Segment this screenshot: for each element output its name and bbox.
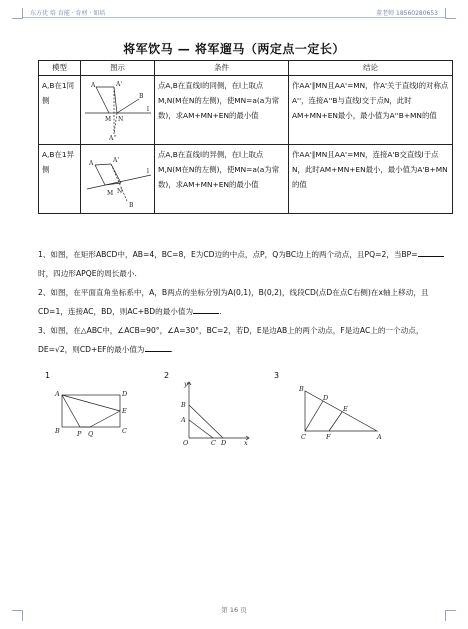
header-divider [22, 17, 446, 18]
model-cell: A,B在1异侧 [39, 145, 81, 214]
fig-label-A-double-prime: A'' [109, 135, 117, 142]
corner-mark-top-right [445, 8, 456, 19]
figure-number-1: 1 [45, 371, 51, 380]
fig1-label-A: A [55, 390, 60, 398]
fig2-label-C: C [211, 439, 216, 447]
page-title: 将军饮马 — 将军遛马（两定点一定长） [123, 42, 345, 56]
fig2-label-O: O [183, 439, 189, 447]
conclusion-cell: 作AA'∥MN且AA'=MN，作A'关于直线l的对称点A''，连接A''B与直线l交于点N，此时AM+MN+EN最小，最小值为A''B+MN的值 [289, 76, 453, 145]
figure-number-2: 2 [164, 371, 170, 380]
fig2-label-A: A [181, 416, 186, 424]
table-row [39, 145, 453, 214]
fig1-label-P: P [77, 430, 82, 438]
problem-3: 3、如图，在△ABC中，∠ACB=90°，∠A=30°，BC=2，若D，E是边AB上的两个动点，F是边AC上的一个动点，DE=√2，则CD+EF的最小值为 . [38, 326, 424, 354]
fig-label-l: l [147, 168, 149, 175]
answer-blank[interactable] [193, 304, 219, 314]
fig3-label-A: A [377, 433, 382, 441]
figure-1-rectangle [50, 385, 150, 445]
figure-cell [81, 145, 155, 214]
header-right: 董老师 18560280653 [376, 10, 438, 17]
condition-cell: 点A,B在直线l的同侧，在l上取点M,N(M在N的左侧)，使MN=a(a为常数)，求AM+MN+EN的最小值 [155, 76, 289, 145]
conclusion-cell: 作AA'∥MN且AA'=MN，连接A'B交直线l于点N，此时AM+MN+EN最小，最小值为A'B+MN的值 [289, 145, 453, 214]
page-number: 第 16 页 [221, 606, 247, 614]
fig-label-A: A [89, 160, 94, 167]
fig1-label-B: B [55, 427, 60, 435]
col-header-model: 模型 [39, 61, 81, 76]
figure-3-triangle [297, 385, 387, 447]
fig-label-M: M [105, 116, 112, 123]
fig3-label-C: C [301, 433, 306, 441]
answer-blank[interactable] [145, 342, 171, 352]
fig2-label-x: x [244, 439, 248, 447]
fig-label-N: N [118, 116, 124, 123]
model-cell: A,B在1同侧 [39, 76, 81, 145]
fig1-label-Q: Q [88, 430, 94, 438]
problem-1: 1、如图，在矩形ABCD中，AB=4，BC=8，E为CD边的中点，点P，Q为BC边上的两个动点，且PQ=2，当BP=时，四边形APQE的周长最小. [38, 245, 452, 283]
fig3-label-B: B [299, 385, 304, 393]
fig-label-B: B [139, 93, 144, 100]
problem-list [38, 245, 452, 359]
fig1-label-D: D [122, 390, 128, 398]
table-header-row [39, 61, 453, 76]
fig3-label-E: E [343, 405, 348, 413]
problem-2: 2、如图，在平面直角坐标系中，A，B两点的坐标分别为A(0,1)，B(0,2)，线段CD(点D在点C右侧)在x轴上移动，且CD=1，连接AC，BD，则AC+BD的最小值为 . [38, 288, 429, 316]
model-table [38, 60, 453, 214]
fig2-label-y: y [184, 380, 188, 388]
same-side-diagram [81, 76, 155, 144]
figure-number-3: 3 [274, 371, 280, 380]
col-header-condition: 条件 [155, 61, 289, 76]
opposite-side-diagram [81, 145, 155, 213]
figure-2-coordinate-plane [175, 378, 255, 448]
fig-label-A: A [91, 82, 96, 89]
header-left: 东方优 培 育能 · 育材 · 如培 [30, 10, 106, 17]
fig2-label-D: D [221, 439, 227, 447]
fig2-label-B: B [181, 401, 186, 409]
fig1-label-C: C [122, 427, 127, 435]
col-header-figure: 图示 [81, 61, 155, 76]
fig3-label-F: F [326, 433, 331, 441]
fig-label-l: l [147, 106, 149, 113]
fig-label-N: N [117, 188, 123, 195]
fig-label-B: B [129, 202, 134, 209]
table-row [39, 76, 453, 145]
figure-cell [81, 76, 155, 145]
col-header-conclusion: 结论 [289, 61, 453, 76]
answer-blank[interactable] [418, 247, 444, 257]
fig-label-A-prime: A' [113, 157, 119, 164]
fig-label-M: M [107, 190, 114, 197]
fig3-label-D: D [323, 394, 329, 402]
fig1-label-E: E [122, 407, 127, 415]
corner-mark-top-left [12, 8, 23, 19]
fig-label-A-prime: A' [116, 81, 122, 88]
condition-cell: 点A,B在直线l的异侧，在l上取点M,N(M在N的左侧)，使MN=a(a为常数)，求AM+MN+EN的最小值 [155, 145, 289, 214]
